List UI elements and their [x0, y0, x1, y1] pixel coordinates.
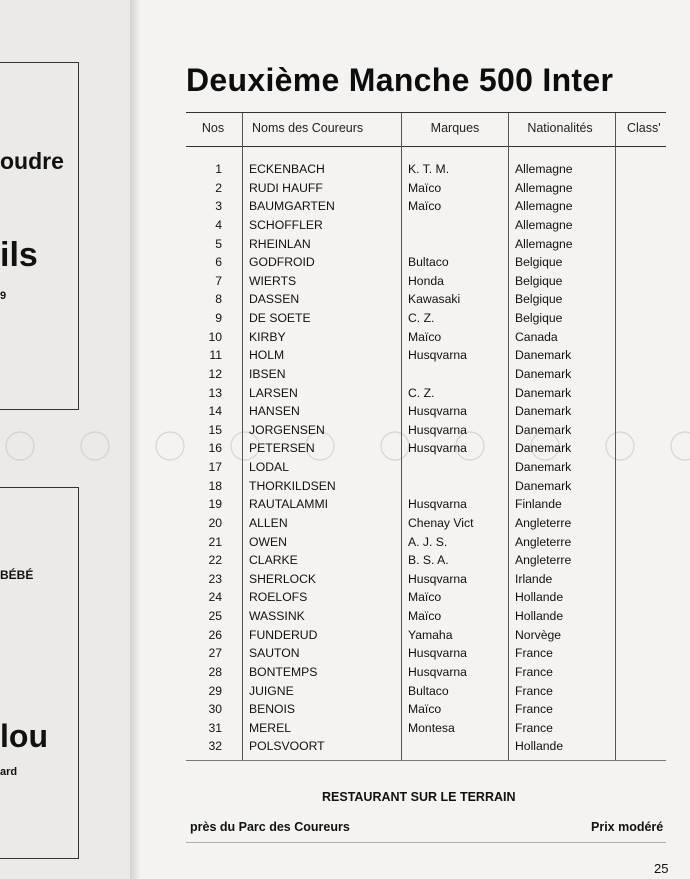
- rider-name: HANSEN: [249, 404, 300, 419]
- rider-name: BAUMGARTEN: [249, 199, 335, 214]
- rider-brand: Husqvarna: [408, 348, 467, 363]
- table-row: [186, 384, 690, 403]
- rider-name: BONTEMPS: [249, 664, 318, 679]
- table-row: [186, 514, 690, 533]
- rider-nationality: Allemagne: [515, 199, 573, 214]
- rider-brand: K. T. M.: [408, 162, 450, 176]
- rider-nationality: Norvège: [515, 627, 562, 642]
- rider-brand: Maïco: [408, 702, 442, 717]
- riders-table-body: [186, 160, 690, 756]
- rider-number: 32: [208, 739, 222, 754]
- restaurant-notice: RESTAURANT SUR LE TERRAIN: [322, 790, 516, 804]
- table-row: [186, 477, 690, 496]
- header-nos: Nos: [201, 121, 225, 135]
- table-row: [186, 495, 690, 514]
- rider-number: 29: [208, 683, 222, 698]
- rider-brand: Honda: [408, 273, 444, 288]
- rider-nationality: Danemark: [515, 478, 572, 493]
- rider-number: 4: [215, 217, 222, 232]
- table-row: [186, 179, 690, 198]
- rider-nationality: Danemark: [515, 404, 572, 419]
- rider-brand: Husqvarna: [408, 422, 467, 437]
- rider-number: 5: [215, 236, 222, 251]
- table-row: [186, 663, 690, 682]
- table-row: [186, 346, 690, 365]
- footer-rule: [186, 842, 666, 843]
- table-row: [186, 700, 690, 719]
- rider-brand: Kawasaki: [408, 292, 461, 307]
- rider-nationality: Belgique: [515, 311, 563, 325]
- left-page-fragment: [0, 0, 132, 879]
- table-row: [186, 365, 690, 384]
- rider-number: 3: [215, 199, 222, 214]
- location-note: près du Parc des Coureurs: [190, 820, 350, 834]
- rider-name: DASSEN: [249, 292, 300, 307]
- rider-number: 12: [208, 366, 222, 381]
- rider-name: BENOIS: [249, 702, 296, 717]
- rider-nationality: Finlande: [515, 497, 562, 512]
- rider-number: 7: [215, 273, 222, 288]
- table-row: [186, 328, 690, 347]
- rider-number: 27: [208, 646, 222, 661]
- rider-name: IBSEN: [249, 366, 286, 381]
- rider-number: 14: [208, 404, 222, 419]
- rider-number: 25: [208, 609, 222, 623]
- rider-brand: A. J. S.: [408, 534, 448, 549]
- rider-nationality: Danemark: [515, 348, 572, 363]
- header-classement: Class': [627, 121, 661, 135]
- rider-brand: Maïco: [408, 180, 442, 195]
- rider-number: 10: [208, 329, 222, 344]
- rider-nationality: Belgique: [515, 273, 563, 288]
- rider-name: LODAL: [249, 460, 289, 474]
- rider-number: 20: [208, 515, 222, 530]
- rider-name: KIRBY: [249, 329, 286, 344]
- rider-brand: Yamaha: [408, 627, 453, 642]
- rider-brand: Husqvarna: [408, 571, 467, 586]
- rider-name: PETERSEN: [249, 441, 315, 456]
- rider-number: 16: [208, 441, 222, 456]
- rider-nationality: Allemagne: [515, 162, 573, 176]
- left-ad-box-bottom: [0, 487, 79, 859]
- rider-number: 15: [208, 422, 222, 437]
- rider-number: 28: [208, 664, 222, 679]
- left-fragment-text: lou: [0, 718, 48, 754]
- table-row: [186, 551, 690, 570]
- rider-nationality: Irlande: [515, 571, 553, 586]
- table-row: [186, 253, 690, 272]
- rider-name: LARSEN: [249, 385, 298, 400]
- left-fragment-text: ard: [0, 766, 18, 778]
- rider-name: HOLM: [249, 348, 285, 363]
- left-fragment-text: ils: [0, 236, 38, 274]
- rider-number: 1: [215, 162, 222, 176]
- rider-name: MEREL: [249, 720, 291, 735]
- rider-number: 31: [208, 720, 222, 735]
- table-row: [186, 309, 690, 328]
- rider-name: WIERTS: [249, 273, 297, 288]
- table-top-rule: [186, 112, 666, 113]
- rider-nationality: Angleterre: [515, 515, 572, 530]
- rider-name: SHERLOCK: [249, 571, 317, 586]
- rider-brand: B. S. A.: [408, 553, 449, 568]
- rider-name: FUNDERUD: [249, 627, 318, 642]
- rider-number: 2: [215, 180, 222, 195]
- table-row: [186, 570, 690, 589]
- rider-name: WASSINK: [249, 609, 305, 623]
- rider-number: 8: [215, 292, 222, 307]
- rider-name: RHEINLAN: [249, 236, 311, 251]
- rider-nationality: Allemagne: [515, 180, 573, 195]
- rider-brand: Maïco: [408, 329, 442, 344]
- rider-nationality: Danemark: [515, 385, 572, 400]
- rider-name: ROELOFS: [249, 590, 308, 605]
- rider-brand: Maïco: [408, 199, 442, 214]
- rider-brand: Husqvarna: [408, 646, 467, 661]
- table-row: [186, 458, 690, 477]
- rider-number: 30: [208, 702, 222, 717]
- table-row: [186, 402, 690, 421]
- table-row: [186, 607, 690, 626]
- table-row: [186, 216, 690, 235]
- table-row: [186, 737, 690, 756]
- table-row: [186, 626, 690, 645]
- rider-nationality: France: [515, 646, 553, 661]
- rider-name: GODFROID: [249, 255, 315, 270]
- rider-number: 9: [215, 311, 222, 325]
- left-fragment-text: oudre: [0, 148, 64, 174]
- rider-name: DE SOETE: [249, 311, 311, 325]
- rider-brand: C. Z.: [408, 385, 435, 400]
- rider-nationality: Danemark: [515, 422, 572, 437]
- rider-nationality: Danemark: [515, 460, 572, 474]
- table-row: [186, 439, 690, 458]
- rider-brand: Bultaco: [408, 683, 449, 698]
- header-marques: Marques: [430, 121, 480, 135]
- rider-number: 6: [215, 255, 222, 270]
- rider-brand: Husqvarna: [408, 441, 467, 456]
- rider-brand: Husqvarna: [408, 664, 467, 679]
- rider-number: 11: [209, 348, 222, 363]
- rider-number: 23: [208, 571, 222, 586]
- rider-name: RAUTALAMMI: [249, 497, 328, 512]
- rider-brand: Maïco: [408, 609, 442, 623]
- rider-brand: Husqvarna: [408, 404, 467, 419]
- rider-nationality: Belgique: [515, 292, 563, 307]
- table-bottom-rule: [186, 760, 666, 761]
- rider-nationality: Belgique: [515, 255, 563, 270]
- rider-nationality: Angleterre: [515, 553, 572, 568]
- rider-brand: Montesa: [408, 720, 455, 735]
- rider-nationality: France: [515, 683, 553, 698]
- rider-name: THORKILDSEN: [249, 478, 336, 493]
- table-row: [186, 719, 690, 738]
- rider-number: 19: [208, 497, 222, 512]
- table-row: [186, 272, 690, 291]
- rider-nationality: France: [515, 720, 553, 735]
- rider-number: 17: [208, 460, 222, 474]
- rider-brand: Maïco: [408, 590, 442, 605]
- rider-nationality: Hollande: [515, 739, 564, 754]
- header-noms: Noms des Coureurs: [252, 121, 364, 135]
- rider-nationality: Hollande: [515, 609, 564, 623]
- rider-brand: Husqvarna: [408, 497, 467, 512]
- rider-brand: Chenay Vict: [408, 515, 474, 530]
- table-row: [186, 290, 690, 309]
- table-row: [186, 160, 690, 179]
- rider-name: ALLEN: [249, 515, 288, 530]
- table-row: [186, 682, 690, 701]
- table-header-rule: [186, 146, 666, 147]
- table-row: [186, 644, 690, 663]
- rider-number: 13: [208, 385, 222, 400]
- page-gutter: [130, 0, 140, 879]
- table-row: [186, 533, 690, 552]
- rider-name: ECKENBACH: [249, 162, 325, 176]
- rider-nationality: Danemark: [515, 366, 572, 381]
- rider-number: 22: [208, 553, 222, 568]
- header-nationalites: Nationalités: [527, 121, 593, 135]
- rider-brand: C. Z.: [408, 311, 435, 325]
- rider-name: SCHOFFLER: [249, 217, 323, 232]
- rider-nationality: France: [515, 664, 553, 679]
- rider-name: CLARKE: [249, 553, 298, 568]
- rider-nationality: Canada: [515, 329, 558, 344]
- rider-name: JUIGNE: [249, 683, 294, 698]
- table-row: [186, 235, 690, 254]
- rider-number: 18: [208, 478, 222, 493]
- rider-nationality: Angleterre: [515, 534, 572, 549]
- rider-nationality: Allemagne: [515, 217, 573, 232]
- rider-nationality: Allemagne: [515, 236, 573, 251]
- price-note: Prix modéré: [591, 820, 664, 834]
- rider-name: OWEN: [249, 534, 287, 549]
- rider-nationality: Hollande: [515, 590, 564, 605]
- rider-name: RUDI HAUFF: [249, 180, 323, 195]
- left-fragment-text: BÉBÉ: [0, 568, 34, 582]
- rider-number: 24: [208, 590, 222, 605]
- page-number: 25: [654, 861, 669, 876]
- rider-name: SAUTON: [249, 646, 300, 661]
- rider-nationality: France: [515, 702, 553, 717]
- rider-name: POLSVOORT: [249, 739, 325, 754]
- rider-brand: Bultaco: [408, 255, 449, 270]
- page-title: Deuxième Manche 500 Inter: [186, 62, 614, 98]
- rider-number: 21: [208, 534, 222, 549]
- rider-name: JORGENSEN: [249, 422, 325, 437]
- rider-nationality: Danemark: [515, 441, 572, 456]
- rider-number: 26: [208, 627, 222, 642]
- table-row: [186, 197, 690, 216]
- table-row: [186, 421, 690, 440]
- left-fragment-text: 9: [0, 290, 7, 302]
- table-row: [186, 588, 690, 607]
